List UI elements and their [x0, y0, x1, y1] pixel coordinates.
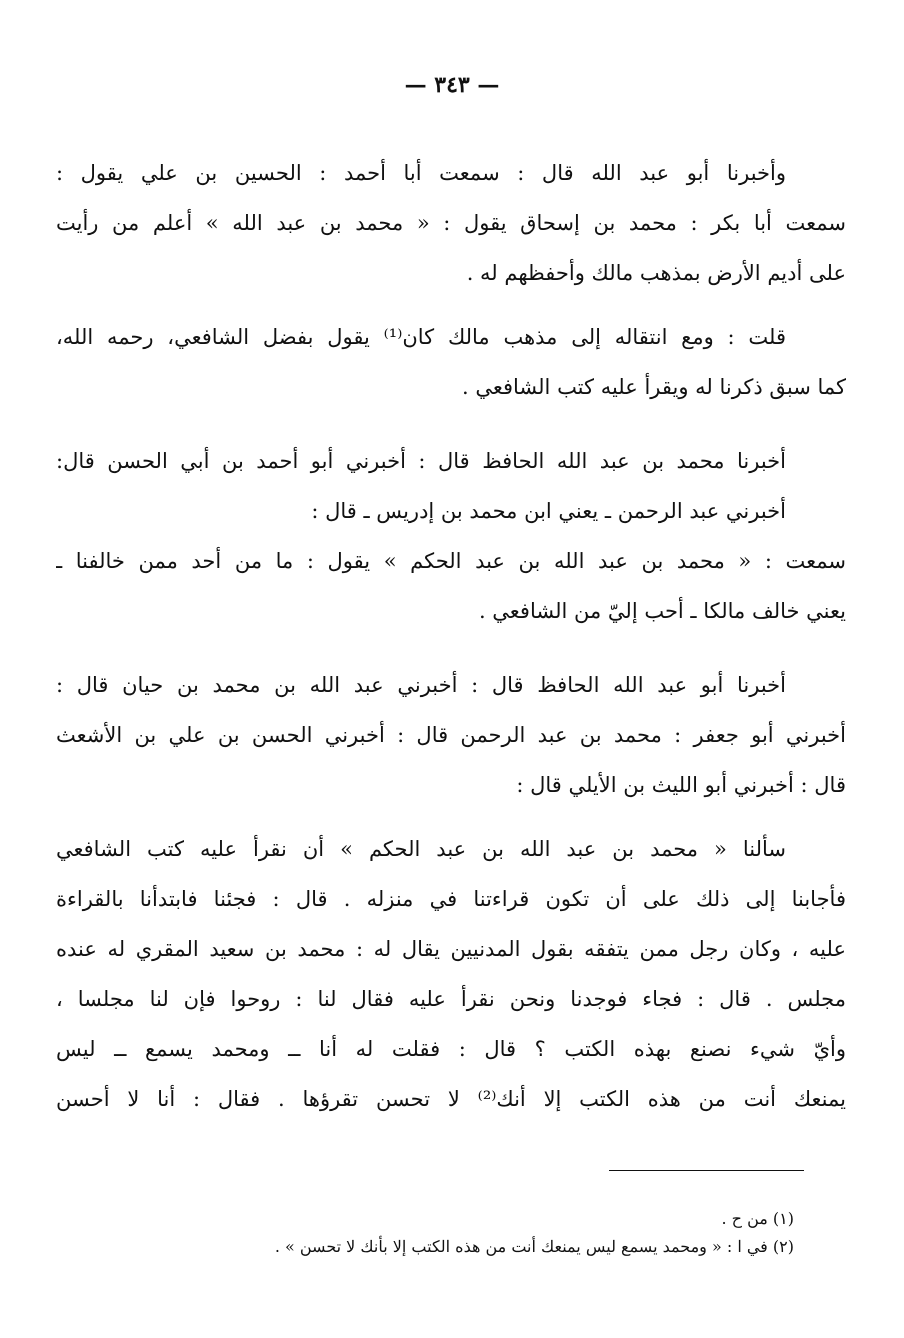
paragraph-4	[56, 660, 846, 810]
text-line: قال : أخبرني أبو الليث بن الأيلي قال :	[516, 773, 846, 797]
text-line: كما سبق ذكرنا له ويقرأ عليه كتب الشافعي .	[462, 375, 846, 399]
text-line: أخبرنا محمد بن عبد الله الحافظ قال : أخبرني أبو أحمد بن أبي الحسن قال:	[56, 449, 786, 473]
text-line: أخبرني أبو جعفر : محمد بن عبد الرحمن قال : أخبرني الحسن بن علي بن الأشعث	[56, 723, 846, 747]
page-number: — ٣٤٣ —	[404, 72, 500, 98]
text-line: سألنا « محمد بن عبد الله بن عبد الحكم » أن نقرأ عليه كتب الشافعي	[56, 837, 786, 861]
text-line: قلت : ومع انتقاله إلى مذهب مالك كان⁽¹⁾ يقول بفضل الشافعي، رحمه الله،	[56, 325, 786, 349]
text-line: أخبرنا أبو عبد الله الحافظ قال : أخبرني عبد الله بن محمد بن حيان قال :	[56, 673, 786, 697]
paragraph-5	[56, 824, 846, 1124]
text-line: على أديم الأرض بمذهب مالك وأحفظهم له .	[466, 261, 846, 285]
text-line: يعني خالف مالكا ـ أحب إليّ من الشافعي .	[478, 599, 846, 623]
text-line: سمعت : « محمد بن عبد الله بن عبد الحكم » يقول : ما من أحد ممن خالفنا ـ	[56, 549, 846, 573]
text-line: مجلس . قال : فجاء فوجدنا ونحن نقرأ عليه فقال لنا : روحوا فإن لنا مجلسا ،	[56, 987, 846, 1011]
paragraph-2	[56, 312, 846, 412]
body-text	[56, 148, 846, 1124]
footnote-divider	[609, 1170, 804, 1171]
text-line: أخبرني عبد الرحمن ـ يعني ابن محمد بن إدريس ـ قال :	[311, 499, 786, 523]
text-line: وأخبرنا أبو عبد الله قال : سمعت أبا أحمد : الحسين بن علي يقول :	[56, 161, 786, 185]
footnotes	[94, 1205, 794, 1261]
text-line: فأجابنا إلى ذلك على أن تكون قراءتنا في منزله . قال : فجئنا فابتدأنا بالقراءة	[56, 887, 846, 911]
text-line: وأيّ شيء نصنع بهذه الكتب ؟ قال : فقلت له أنا ــ ومحمد يسمع ــ ليس	[56, 1037, 846, 1061]
text-line: سمعت أبا بكر : محمد بن إسحاق يقول : « محمد بن عبد الله » أعلم من رأيت	[56, 211, 846, 235]
paragraph-3	[56, 436, 846, 636]
paragraph-1	[56, 148, 846, 298]
footnote-1: (١) من ح .	[721, 1209, 794, 1228]
text-line: عليه ، وكان رجل ممن يتفقه بقول المدنيين يقال له : محمد بن سعيد المقري له عنده	[56, 937, 846, 961]
footnote-2: (٢) في ا : « ومحمد يسمع ليس يمنعك أنت من هذه الكتب إلا بأنك لا تحسن » .	[274, 1237, 794, 1256]
text-line: يمنعك أنت من هذه الكتب إلا أنك⁽²⁾ لا تحسن تقرؤها . فقال : أنا لا أحسن	[56, 1087, 846, 1111]
